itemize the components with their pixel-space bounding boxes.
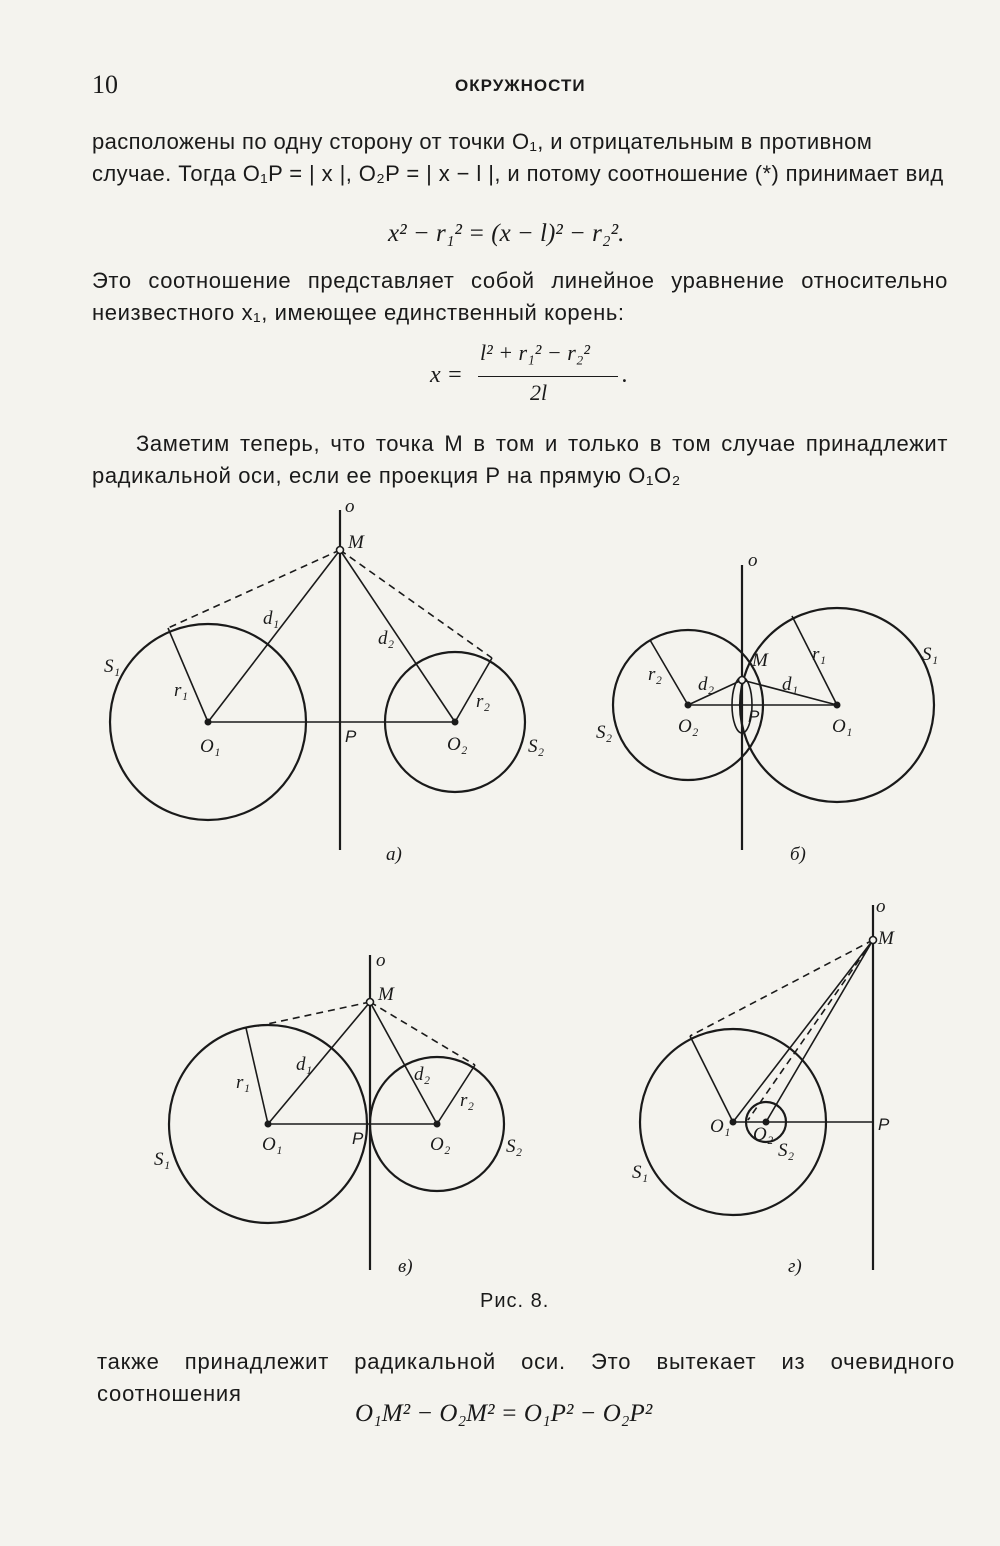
paragraph-1: расположены по одну сторону от точки O₁, и отрицательным в противном случае. Тогда O₁P = | x |, O₂P = | x − l |, и потому соотношение (*) принимает вид bbox=[92, 129, 944, 186]
label-p-d: P bbox=[878, 1115, 890, 1134]
label-r2-a: r₂ bbox=[476, 691, 490, 712]
label-o1-d: O₁ bbox=[710, 1116, 731, 1137]
segment-d1-a bbox=[208, 550, 340, 722]
point-o1-b bbox=[834, 702, 841, 709]
tag-b: б) bbox=[790, 844, 806, 865]
tag-c: в) bbox=[398, 1256, 413, 1277]
panel-c bbox=[169, 955, 504, 1270]
label-s2-d: S₂ bbox=[778, 1140, 795, 1161]
figure-8 bbox=[0, 500, 1000, 1290]
tangent-2-d bbox=[748, 940, 873, 1120]
label-o1-c: O₁ bbox=[262, 1134, 283, 1155]
point-o1-a bbox=[205, 719, 212, 726]
label-r2-b: r₂ bbox=[648, 664, 662, 685]
label-d1-a: d₁ bbox=[263, 608, 280, 629]
point-m-d bbox=[870, 937, 877, 944]
label-o1-a: O₁ bbox=[200, 736, 221, 757]
label-d2-b: d₂ bbox=[698, 674, 715, 695]
radius-r1-d bbox=[690, 1036, 733, 1122]
paragraph-2: Это соотношение представляет собой линейное уравнение относительно неизвестного x₁, имеющее единственный корень: bbox=[92, 268, 948, 325]
equation-2: O₁M² − O₂M² = O₁P² − O₂P² bbox=[355, 1400, 653, 1427]
segment-d2-b bbox=[688, 680, 742, 705]
label-m-a: M bbox=[348, 532, 364, 553]
radius-r1-a bbox=[168, 628, 208, 722]
label-r1-b: r₁ bbox=[812, 644, 826, 665]
paragraph-3: Заметим теперь, что точка M в том и только в том случае принадлежит радикальной оси, если ее проекция P на прямую O₁O₂ bbox=[92, 431, 948, 488]
label-m-b: M bbox=[752, 650, 768, 671]
label-s2-c: S₂ bbox=[506, 1136, 523, 1157]
tangent-1-a bbox=[168, 550, 340, 628]
label-o1-b: O₁ bbox=[832, 716, 853, 737]
point-o1-d bbox=[730, 1119, 737, 1126]
label-s2-b: S₂ bbox=[596, 722, 613, 743]
label-s1-a: S₁ bbox=[104, 656, 121, 677]
point-o2-c bbox=[434, 1121, 441, 1128]
label-axis-c: o bbox=[376, 950, 386, 971]
label-o2-d: O₂ bbox=[753, 1124, 774, 1145]
label-p-a: P bbox=[345, 727, 357, 746]
point-m-b bbox=[739, 677, 746, 684]
label-d1-b: d₁ bbox=[782, 674, 799, 695]
radius-r2-a bbox=[455, 658, 492, 722]
label-d2-c: d₂ bbox=[414, 1064, 431, 1085]
point-o2-a bbox=[452, 719, 459, 726]
point-m-c bbox=[367, 999, 374, 1006]
label-r1-a: r₁ bbox=[174, 680, 188, 701]
label-s2-a: S₂ bbox=[528, 736, 545, 757]
running-head: ОКРУЖНОСТИ bbox=[455, 76, 586, 95]
root-end: . bbox=[622, 362, 628, 388]
point-m-a bbox=[337, 547, 344, 554]
paragraph-4: также принадлежит радикальной оси. Это вытекает из очевидного соотношения bbox=[97, 1349, 955, 1406]
label-axis-a: o bbox=[345, 500, 355, 517]
label-axis-b: o bbox=[748, 550, 758, 571]
label-d1-c: d₁ bbox=[296, 1054, 313, 1075]
label-s1-b: S₁ bbox=[922, 644, 939, 665]
label-axis-d: o bbox=[876, 896, 886, 917]
segment-d2-c bbox=[370, 1002, 437, 1124]
label-p-c: P bbox=[352, 1129, 364, 1148]
segment-d2-a bbox=[340, 550, 455, 722]
label-m-c: M bbox=[378, 984, 394, 1005]
label-d2-a: d₂ bbox=[378, 628, 395, 649]
point-o2-b bbox=[685, 702, 692, 709]
panel-b bbox=[613, 565, 934, 850]
equation-1: x² − r₁² = (x − l)² − r₂². bbox=[388, 220, 625, 247]
label-s1-c: S₁ bbox=[154, 1149, 171, 1170]
panel-d bbox=[640, 905, 877, 1270]
fraction-bar bbox=[478, 376, 618, 377]
label-r2-c: r₂ bbox=[460, 1090, 474, 1111]
label-o2-c: O₂ bbox=[430, 1134, 451, 1155]
label-m-d: M bbox=[878, 928, 894, 949]
label-s1-d: S₁ bbox=[632, 1162, 649, 1183]
label-o2-a: O₂ bbox=[447, 734, 468, 755]
panel-a bbox=[110, 510, 525, 850]
tangent-2-c bbox=[370, 1002, 475, 1065]
root-formula bbox=[430, 340, 630, 410]
label-r1-c: r₁ bbox=[236, 1072, 250, 1093]
root-denominator: 2l bbox=[530, 380, 548, 405]
label-p-b: P bbox=[748, 707, 760, 726]
tag-a: а) bbox=[386, 844, 402, 865]
figure-caption: Рис. 8. bbox=[480, 1290, 550, 1312]
root-numerator: l² + r₁² − r₂² bbox=[480, 340, 591, 365]
tag-d: г) bbox=[788, 1256, 802, 1277]
page-number: 10 bbox=[92, 70, 118, 99]
point-o1-c bbox=[265, 1121, 272, 1128]
root-lhs: x = bbox=[430, 362, 463, 388]
label-o2-b: O₂ bbox=[678, 716, 699, 737]
tangent-2-a bbox=[340, 550, 492, 658]
